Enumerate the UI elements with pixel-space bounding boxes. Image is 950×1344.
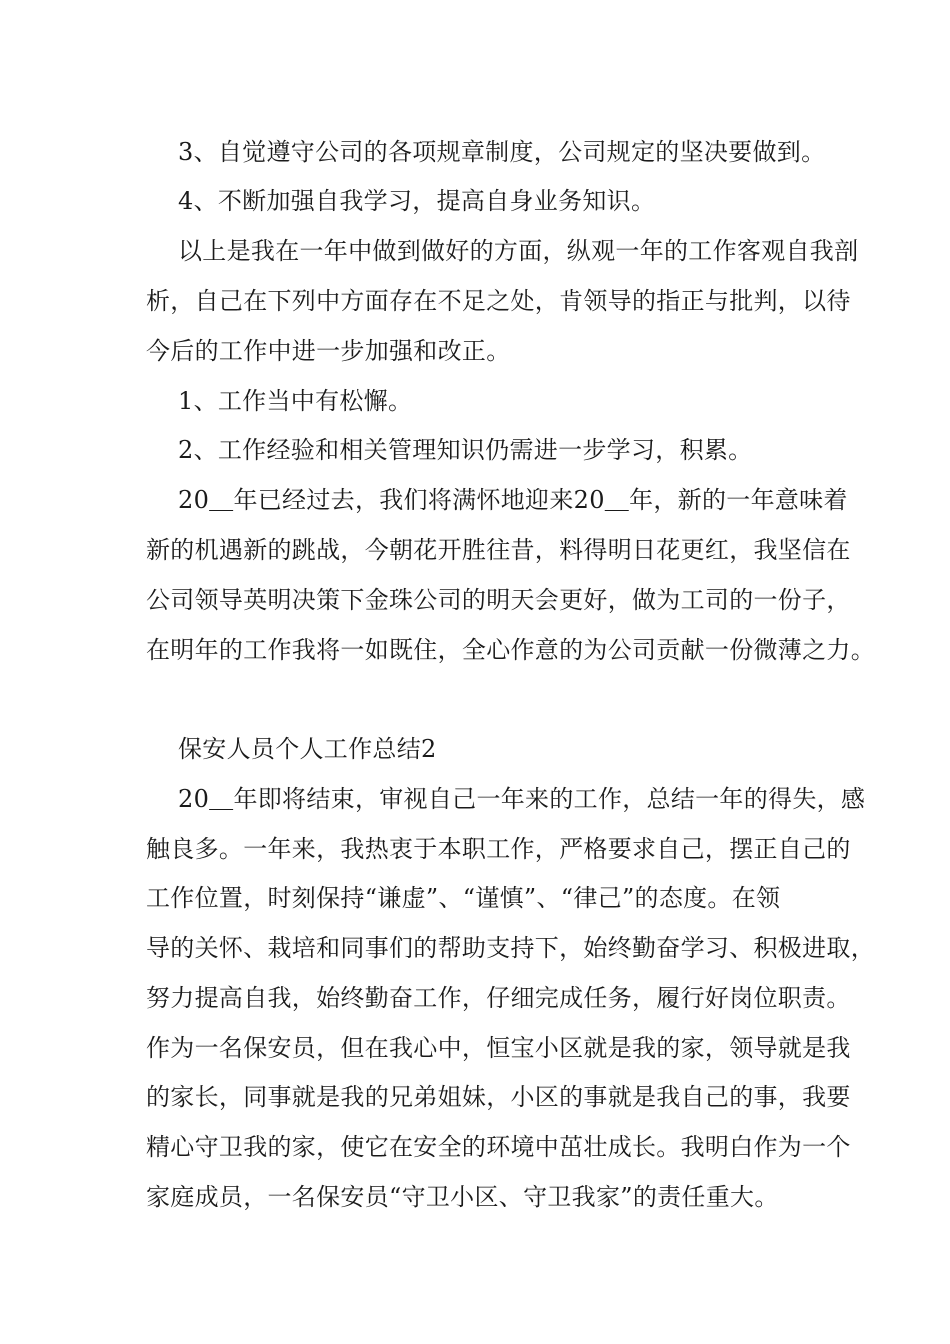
paragraph-line: 新的机遇新的跳战，今朝花开胜往昔，料得明日花更红，我坚信在 <box>146 536 851 564</box>
section-heading: 保安人员个人工作总结2 <box>178 735 437 763</box>
paragraph-line: 今后的工作中进一步加强和改正。 <box>146 337 511 365</box>
paragraph-line: 1、工作当中有松懈。 <box>178 387 413 415</box>
paragraph-line: 在明年的工作我将一如既住，全心作意的为公司贡献一份微薄之力。 <box>146 636 875 664</box>
paragraph-line: 作为一名保安员，但在我心中，恒宝小区就是我的家，领导就是我 <box>146 1034 851 1062</box>
paragraph-line: 公司领导英明决策下金珠公司的明天会更好，做为工司的一份子， <box>146 586 851 614</box>
paragraph-line: 导的关怀、栽培和同事们的帮助支持下，始终勤奋学习、积极进取， <box>146 934 875 962</box>
paragraph-line: 20＿年即将结束，审视自己一年来的工作，总结一年的得失，感 <box>178 785 866 813</box>
paragraph-line: 努力提高自我，始终勤奋工作，仔细完成任务，履行好岗位职责。 <box>146 984 851 1012</box>
paragraph-line: 析，自己在下列中方面存在不足之处，肯领导的指正与批判，以待 <box>146 287 851 315</box>
paragraph-line: 4、不断加强自我学习，提高自身业务知识。 <box>178 187 656 215</box>
paragraph-line: 家庭成员，一名保安员“守卫小区、守卫我家”的责任重大。 <box>146 1183 779 1211</box>
paragraph-line: 的家长，同事就是我的兄弟姐妹，小区的事就是我自己的事，我要 <box>146 1083 851 1111</box>
paragraph-line: 以上是我在一年中做到做好的方面，纵观一年的工作客观自我剖 <box>178 237 859 265</box>
paragraph-line: 20＿年已经过去，我们将满怀地迎来20＿年，新的一年意味着 <box>178 486 848 514</box>
paragraph-line: 3、自觉遵守公司的各项规章制度，公司规定的坚决要做到。 <box>178 138 826 166</box>
paragraph-line: 2、工作经验和相关管理知识仍需进一步学习，积累。 <box>178 436 753 464</box>
paragraph-line: 触良多。一年来，我热衷于本职工作，严格要求自己，摆正自己的 <box>146 835 851 863</box>
paragraph-line: 工作位置，时刻保持“谦虚”、“谨慎”、“律己”的态度。在领 <box>146 884 781 912</box>
paragraph-line: 精心守卫我的家，使它在安全的环境中茁壮成长。我明白作为一个 <box>146 1133 851 1161</box>
